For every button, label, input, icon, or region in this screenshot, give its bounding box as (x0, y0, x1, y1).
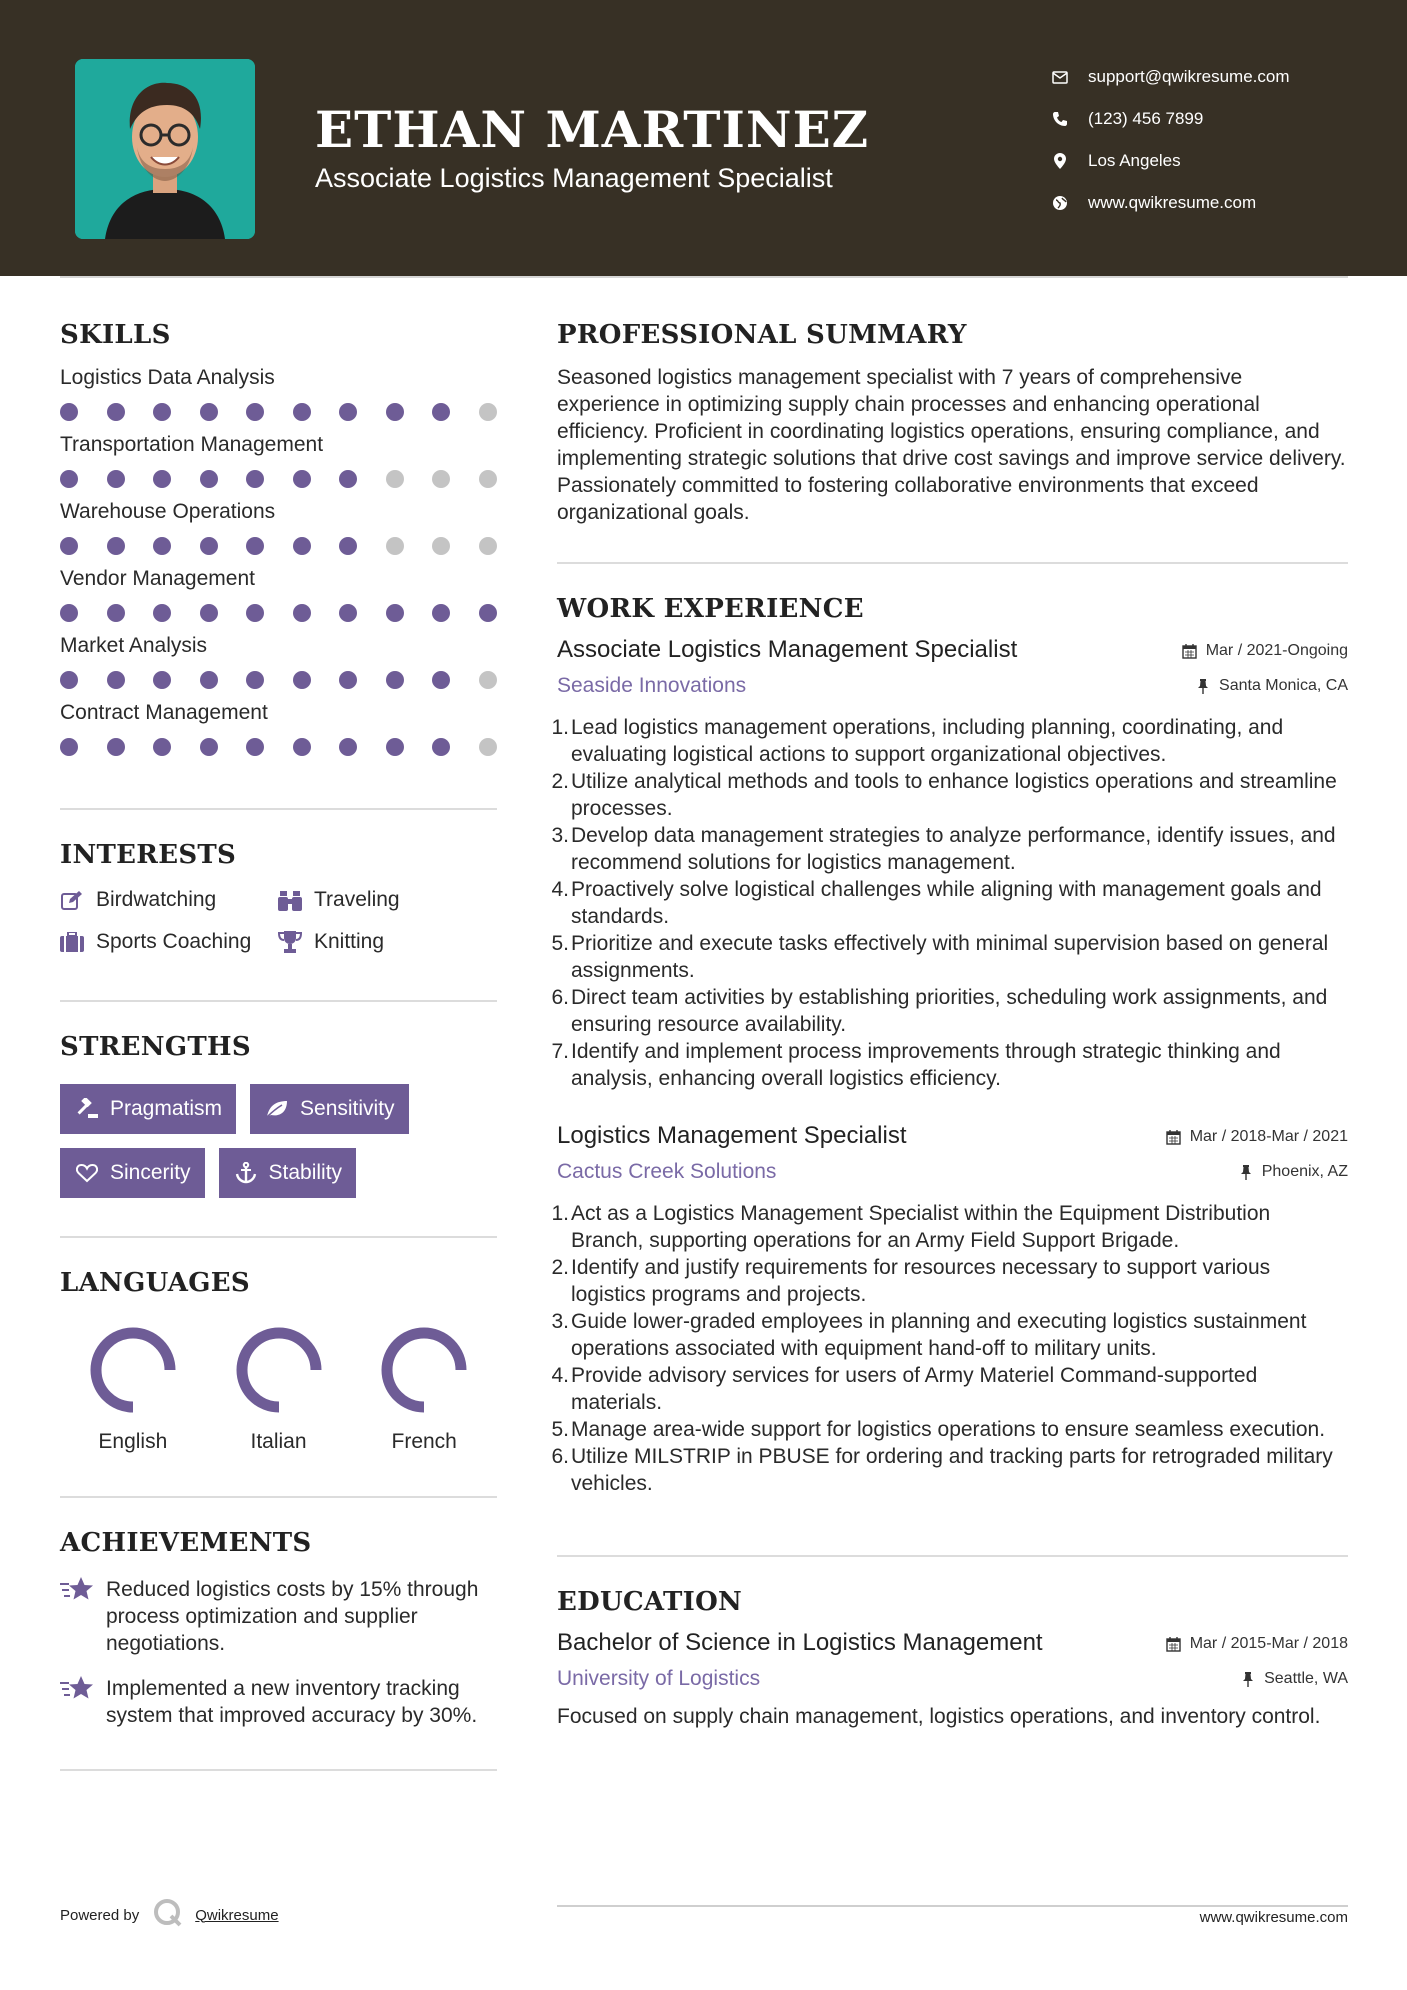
achievement-item (60, 1675, 497, 1729)
pushpin-icon (1195, 678, 1211, 694)
job-date (1166, 1128, 1348, 1146)
job-entry (551, 636, 1348, 1092)
strength-badge (250, 1084, 409, 1134)
rating-dot (107, 470, 125, 488)
skill-name: Contract Management (60, 701, 268, 724)
rating-dot (60, 604, 78, 622)
job-date-text: Mar / 2018-Mar / 2021 (1189, 1128, 1348, 1145)
job-title: Logistics Management Specialist (557, 1122, 907, 1149)
rating-dot (479, 671, 497, 689)
profile-photo (75, 59, 255, 239)
rating-dot (153, 403, 171, 421)
contact-phone-text: (123) 456 7899 (1088, 109, 1204, 128)
rating-dot (200, 671, 218, 689)
calendar-icon (1182, 643, 1198, 659)
skill-name: Warehouse Operations (60, 500, 276, 523)
job-duty (551, 1254, 1348, 1308)
duty-text: Proactively solve logistical challenges while aligning with management goals and standards. (571, 878, 1322, 928)
skill-rating (60, 738, 497, 756)
language-label: French (391, 1430, 457, 1453)
rating-dot (339, 604, 357, 622)
job-title: Associate Logistics Management Specialist (557, 636, 1018, 663)
right-column (551, 320, 1348, 1730)
interests-list (60, 888, 497, 954)
education-date-text: Mar / 2015-Mar / 2018 (1189, 1635, 1348, 1652)
rating-dot (107, 604, 125, 622)
job-location (1238, 1163, 1348, 1181)
duty-text: Utilize analytical methods and tools to enhance logistics operations and streamline processes. (571, 770, 1337, 820)
school-name: University of Logistics (557, 1667, 761, 1690)
job-duty (551, 876, 1348, 930)
summary-section (557, 320, 1348, 526)
strength-label: Pragmatism (110, 1097, 223, 1120)
duty-number: 2. (551, 770, 569, 793)
language-item (60, 1322, 206, 1454)
interest-label: Birdwatching (96, 888, 217, 911)
duty-text: Develop data management strategies to analyze performance, identify issues, and recommend solutions for logistics management. (571, 824, 1336, 874)
rating-dot (60, 738, 78, 756)
company-name: Cactus Creek Solutions (557, 1160, 777, 1183)
languages-title: LANGUAGES (60, 1268, 250, 1298)
languages-section (60, 1268, 497, 1454)
rating-dot (339, 403, 357, 421)
rating-dot (200, 537, 218, 555)
trophy-icon (278, 930, 302, 954)
contact-location (1050, 140, 1290, 182)
skill-rating (60, 537, 497, 555)
job-duty (551, 822, 1348, 876)
globe-icon (1050, 193, 1070, 213)
rating-dot (246, 738, 264, 756)
star-icon (60, 1675, 94, 1705)
education-location-text: Seattle, WA (1264, 1670, 1348, 1687)
skill-rating (60, 470, 497, 488)
qwikresume-link[interactable]: Qwikresume (195, 1906, 279, 1924)
rating-dot (246, 604, 264, 622)
rating-dot (107, 537, 125, 555)
strength-badge (60, 1148, 205, 1198)
rating-dot (479, 604, 497, 622)
left-column (60, 320, 497, 1771)
section-divider (557, 562, 1348, 564)
rating-dot (293, 671, 311, 689)
duty-number: 6. (551, 986, 569, 1009)
rating-dot (293, 470, 311, 488)
rating-dot (432, 604, 450, 622)
language-item (351, 1322, 497, 1454)
contact-email[interactable] (1050, 56, 1290, 98)
calendar-icon (1166, 1129, 1182, 1145)
rating-dot (200, 403, 218, 421)
skill-name: Logistics Data Analysis (60, 366, 275, 389)
contact-website[interactable] (1050, 182, 1290, 224)
interest-item (278, 888, 488, 912)
duty-number: 6. (551, 1445, 569, 1468)
rating-dot (432, 671, 450, 689)
rating-dot (386, 604, 404, 622)
phone-icon (1050, 109, 1070, 129)
rating-dot (386, 671, 404, 689)
job-duty (551, 1362, 1348, 1416)
interests-title: INTERESTS (60, 840, 237, 870)
rating-dot (432, 470, 450, 488)
language-label: English (98, 1430, 168, 1453)
rating-dot (339, 470, 357, 488)
rating-dot (60, 671, 78, 689)
language-item (206, 1322, 352, 1454)
duty-text: Prioritize and execute tasks effectively with minimal supervision based on general assignments. (571, 932, 1329, 982)
achievement-text: Implemented a new inventory tracking system that improved accuracy by 30%. (106, 1677, 478, 1727)
duty-text: Identify and justify requirements for resources necessary to support various logistics programs and projects. (571, 1256, 1271, 1306)
rating-dot (246, 470, 264, 488)
contact-list (1050, 56, 1290, 224)
summary-text: Seasoned logistics management specialist with 7 years of comprehensive experience in optimizing supply chain processes and enhancing operational efficiency. Proficient in coordinating logistics operations, ensuring compliance, and implementing strategic solutions that drive cost savings and improve service delivery. Passionately committed to fostering collaborative environments that exceed organizational goals. (557, 366, 1346, 524)
achievement-item (60, 1576, 497, 1657)
candidate-name: ETHAN MARTINEZ (315, 100, 870, 159)
duty-number: 7. (551, 1040, 569, 1063)
header-divider (60, 276, 1348, 278)
duty-text: Lead logistics management operations, including planning, coordinating, and evaluating logistical actions to support organizational objectives. (571, 716, 1284, 766)
header (0, 0, 1407, 276)
section-divider (60, 1000, 497, 1002)
skill-name: Vendor Management (60, 567, 255, 590)
duty-text: Utilize MILSTRIP in PBUSE for ordering and tracking parts for retrograded military vehicles. (571, 1445, 1333, 1495)
rating-dot (386, 738, 404, 756)
job-location-text: Phoenix, AZ (1261, 1163, 1348, 1180)
experience-title: WORK EXPERIENCE (557, 594, 864, 624)
skill-name: Market Analysis (60, 634, 208, 657)
rating-dot (386, 470, 404, 488)
binoculars-icon (278, 888, 302, 912)
rating-dot (293, 604, 311, 622)
rating-dot (153, 604, 171, 622)
education-location (1240, 1670, 1348, 1688)
job-duties-list (551, 1200, 1348, 1497)
rating-dot (60, 470, 78, 488)
rating-dot (479, 537, 497, 555)
edit-icon (60, 888, 84, 912)
rating-dot (246, 537, 264, 555)
interest-label: Traveling (314, 888, 400, 911)
strengths-section (60, 1032, 497, 1198)
strength-label: Stability (268, 1161, 343, 1184)
languages-list (60, 1322, 497, 1454)
duty-number: 3. (551, 824, 569, 847)
duty-text: Direct team activities by establishing priorities, scheduling work assignments, and ensuring resource availability. (571, 986, 1328, 1036)
rating-dot (339, 671, 357, 689)
duty-number: 2. (551, 1256, 569, 1279)
candidate-title: Associate Logistics Management Specialist (315, 163, 833, 193)
strengths-list (60, 1084, 497, 1198)
interest-label: Knitting (314, 930, 385, 953)
rating-dot (479, 470, 497, 488)
job-date-text: Mar / 2021-Ongoing (1205, 642, 1348, 659)
contact-email-text: support@qwikresume.com (1088, 67, 1290, 86)
powered-by-text: Powered by (60, 1906, 140, 1924)
rating-dot (432, 537, 450, 555)
skill-rating (60, 403, 497, 421)
rating-dot (107, 403, 125, 421)
rating-dot (432, 403, 450, 421)
rating-dot (200, 738, 218, 756)
location-pin-icon (1050, 151, 1070, 171)
rating-dot (293, 537, 311, 555)
job-date (1182, 642, 1348, 660)
duty-number: 5. (551, 1418, 569, 1441)
rating-dot (293, 738, 311, 756)
heart-icon (74, 1160, 100, 1186)
rating-dot (339, 738, 357, 756)
rating-dot (60, 537, 78, 555)
strength-badge (219, 1148, 357, 1198)
rating-dot (200, 470, 218, 488)
pushpin-icon (1238, 1164, 1254, 1180)
skills-title: SKILLS (60, 320, 171, 350)
language-ring (376, 1322, 472, 1418)
footer-url[interactable]: www.qwikresume.com (1199, 1909, 1348, 1926)
strength-badge (60, 1084, 236, 1134)
skill-name: Transportation Management (60, 433, 324, 456)
footer-powered-by (60, 1898, 279, 1932)
rating-dot (60, 403, 78, 421)
rating-dot (153, 470, 171, 488)
education-date (1166, 1635, 1348, 1653)
strengths-title: STRENGTHS (60, 1032, 251, 1062)
skills-section (60, 320, 497, 756)
rating-dot (153, 738, 171, 756)
strength-label: Sincerity (110, 1161, 191, 1184)
achievement-text: Reduced logistics costs by 15% through process optimization and supplier negotiations. (106, 1578, 479, 1655)
duty-text: Provide advisory services for users of Army Materiel Command-supported materials. (571, 1364, 1258, 1414)
summary-title: PROFESSIONAL SUMMARY (557, 320, 967, 350)
contact-website-text: www.qwikresume.com (1088, 193, 1257, 212)
job-location-text: Santa Monica, CA (1219, 677, 1348, 694)
job-duty (551, 768, 1348, 822)
language-label: Italian (250, 1430, 307, 1453)
rating-dot (479, 403, 497, 421)
interest-label: Sports Coaching (96, 930, 252, 953)
strength-label: Sensitivity (300, 1097, 395, 1120)
interest-item (60, 888, 278, 912)
rating-dot (386, 537, 404, 555)
interest-item (278, 930, 488, 954)
rating-dot (293, 403, 311, 421)
education-title: EDUCATION (557, 1587, 743, 1617)
rating-dot (432, 738, 450, 756)
rating-dot (107, 671, 125, 689)
rating-dot (200, 604, 218, 622)
duty-number: 4. (551, 878, 569, 901)
interests-section (60, 840, 497, 954)
degree-title: Bachelor of Science in Logistics Management (557, 1629, 1043, 1656)
job-duty (551, 930, 1348, 984)
language-ring (231, 1322, 327, 1418)
job-duty (551, 1038, 1348, 1092)
job-duty (551, 1308, 1348, 1362)
rating-dot (246, 403, 264, 421)
skill-rating (60, 671, 497, 689)
skills-list (60, 366, 497, 756)
job-duties-list (551, 714, 1348, 1092)
rating-dot (107, 738, 125, 756)
duty-text: Identify and implement process improvements through strategic thinking and analysis, enhancing overall logistics efficiency. (571, 1040, 1281, 1090)
duty-text: Manage area-wide support for logistics operations to ensure seamless execution. (571, 1418, 1326, 1441)
section-divider (557, 1555, 1348, 1557)
duty-number: 5. (551, 932, 569, 955)
job-duty (551, 1443, 1348, 1497)
duty-number: 1. (551, 1202, 569, 1225)
education-section (557, 1587, 1348, 1730)
section-divider (60, 1769, 497, 1771)
duty-number: 4. (551, 1364, 569, 1387)
job-duty (551, 1416, 1348, 1443)
rating-dot (246, 671, 264, 689)
rating-dot (153, 671, 171, 689)
section-divider (60, 1496, 497, 1498)
job-duty (551, 984, 1348, 1038)
job-entry (551, 1122, 1348, 1497)
star-icon (60, 1576, 94, 1606)
duty-text: Act as a Logistics Management Specialist within the Equipment Distribution Branch, supporting operations for an Army Field Support Brigade. (571, 1202, 1271, 1252)
achievements-section (60, 1528, 497, 1729)
experience-section (551, 594, 1348, 1497)
company-name: Seaside Innovations (557, 674, 747, 697)
briefcase-icon (60, 930, 84, 954)
language-ring (85, 1322, 181, 1418)
rating-dot (479, 738, 497, 756)
calendar-icon (1166, 1636, 1182, 1652)
job-duty (551, 714, 1348, 768)
duty-text: Guide lower-graded employees in planning and executing logistics sustainment operations associated with equipment hand-off to military units. (571, 1310, 1307, 1360)
section-divider (60, 808, 497, 810)
education-description: Focused on supply chain management, logistics operations, and inventory control. (557, 1705, 1321, 1728)
job-duty (551, 1200, 1348, 1254)
qwikresume-logo-icon (153, 1898, 183, 1932)
rating-dot (386, 403, 404, 421)
contact-location-text: Los Angeles (1088, 151, 1181, 170)
duty-number: 3. (551, 1310, 569, 1333)
rating-dot (339, 537, 357, 555)
interest-item (60, 930, 278, 954)
job-location (1195, 677, 1348, 695)
email-icon (1050, 67, 1070, 87)
leaf-icon (264, 1096, 290, 1122)
skill-rating (60, 604, 497, 622)
achievements-title: ACHIEVEMENTS (60, 1528, 312, 1558)
anchor-icon (233, 1160, 259, 1186)
duty-number: 1. (551, 716, 569, 739)
pushpin-icon (1240, 1671, 1256, 1687)
section-divider (60, 1236, 497, 1238)
rating-dot (153, 537, 171, 555)
contact-phone[interactable] (1050, 98, 1290, 140)
gavel-icon (74, 1096, 100, 1122)
